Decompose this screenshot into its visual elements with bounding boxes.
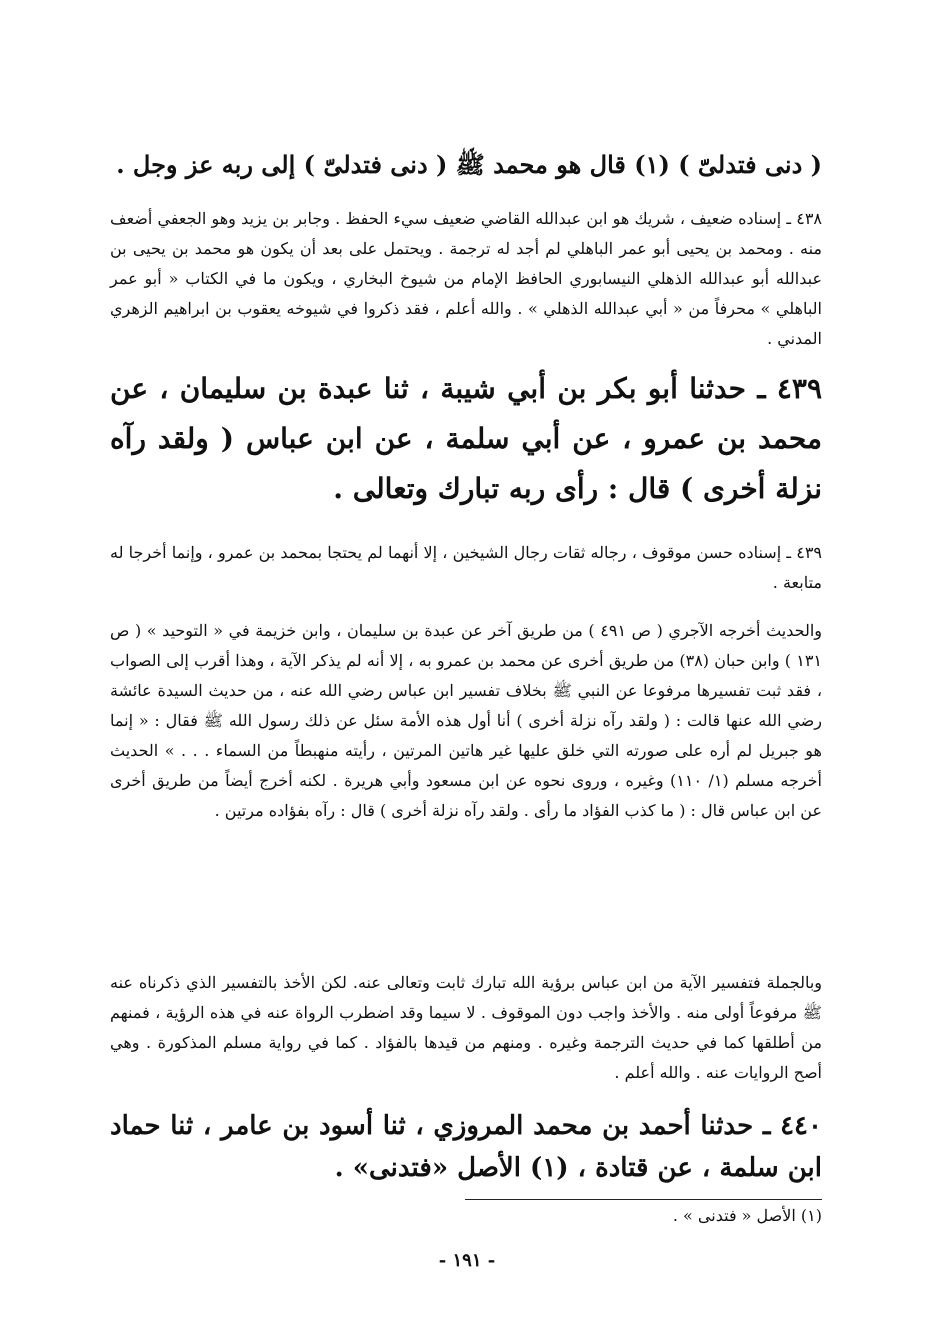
note-439-a: ٤٣٩ ـ إسناده حسن موقوف ، رجاله ثقات رجال الشيخين ، إلا أنهما لم يحتجا بمحمد بن عمرو ، وإنما أخرجا له متابعة . [110,543,822,592]
hadith-440: ٤٤٠ ـ حدثنا أحمد بن محمد المروزي ، ثنا أسود بن عامر ، ثنا حماد ابن سلمة ، عن قتادة ، (١) الأصل «فتدنى» . [110,1111,822,1183]
note-439-b: والحديث أخرجه الآجري ( ص ٤٩١ ) من طريق آخر عن عبدة بن سليمان ، وابن خزيمة في « التوحيد » ( ص ١٣١ ) وابن حبان (٣٨) من طريق أخرى عن محمد بن عمرو به ، إلا أنه لم يذكر الآية ، وهذا أقرب إلى الصواب ، فقد ثبت تفسيرها مرفوعا عن النبي ﷺ بخلاف تفسير ابن عباس رضي الله عنه ، من حديث السيدة عائشة رضي الله عنها قالت : ( ولقد رآه نزلة أخرى ) أنا أول هذه الأمة سئل عن ذلك رسول الله ﷺ فقال : « إنما هو جبريل لم أره على صورته التي خلق عليها غير هاتين المرتين ، رأيته منهبطاً من السماء . . . » الحديث أخرجه مسلم (١/ ١١٠) وغيره ، وروى نحوه عن ابن مسعود وأبي هريرة . لكنه أخرج أيضاً من طريق أخرى عن ابن عباس قال : ( ما كذب الفؤاد ما رأى . ولقد رآه نزلة أخرى ) قال : رآه بفؤاده مرتين . [110,621,823,820]
note-438: ٤٣٨ ـ إسناده ضعيف ، شريك هو ابن عبدالله القاضي ضعيف سيء الحفظ . وجابر بن يزيد وهو الجعفي أضعف منه . ومحمد بن يحيى أبو عمر الباهلي لم أجد له ترجمة . ويحتمل على بعد أن يكون هو محمد بن يحيى بن عبدالله أبو عبدالله الذهلي النيسابوري الحافظ الإمام من شيوخ البخاري ، ويكون ما في الكتاب « أبو عمر الباهلي » محرفاً من « أبي عبدالله الذهلي » . والله أعلم ، فقد ذكروا في شيوخه يعقوب بن ابراهيم الزهري المدني . [110,209,822,348]
hadith-439: ٤٣٩ ـ حدثنا أبو بكر بن أبي شيبة ، ثنا عبدة بن سليمان ، عن محمد بن عمرو ، عن أبي سلمة ، عن ابن عباس ( ولقد رآه نزلة أخرى ) قال : رأى ربه تبارك وتعالى . [110,372,822,505]
heading-line: ( دنى فتدلىّ ) (١) قال هو محمد ﷺ ( دنى فتدلىّ ) إلى ربه عز وجل . [116,150,822,179]
footnote-divider [465,1199,822,1200]
footnote: (١) الأصل « فتدنى » . [672,1206,822,1225]
page-number: - ١٩١ - [438,1250,496,1271]
note-439-c: وبالجملة فتفسير الآية من ابن عباس برؤية الله تبارك ثابت وتعالى عنه. لكن الأخذ بالتفسير الذي ذكرناه عنه ﷺ مرفوعاً أولى منه . والأخذ واجب دون الموقوف . لا سيما وقد اضطرب الرواة عنه في هذه الرؤية ، فمنهم من أطلقها كما في حديث الترجمة وغيره . ومنهم من قيدها بالفؤاد . كما في رواية مسلم المذكورة . وهي أصح الروايات عنه . والله أعلم . [110,973,823,1082]
